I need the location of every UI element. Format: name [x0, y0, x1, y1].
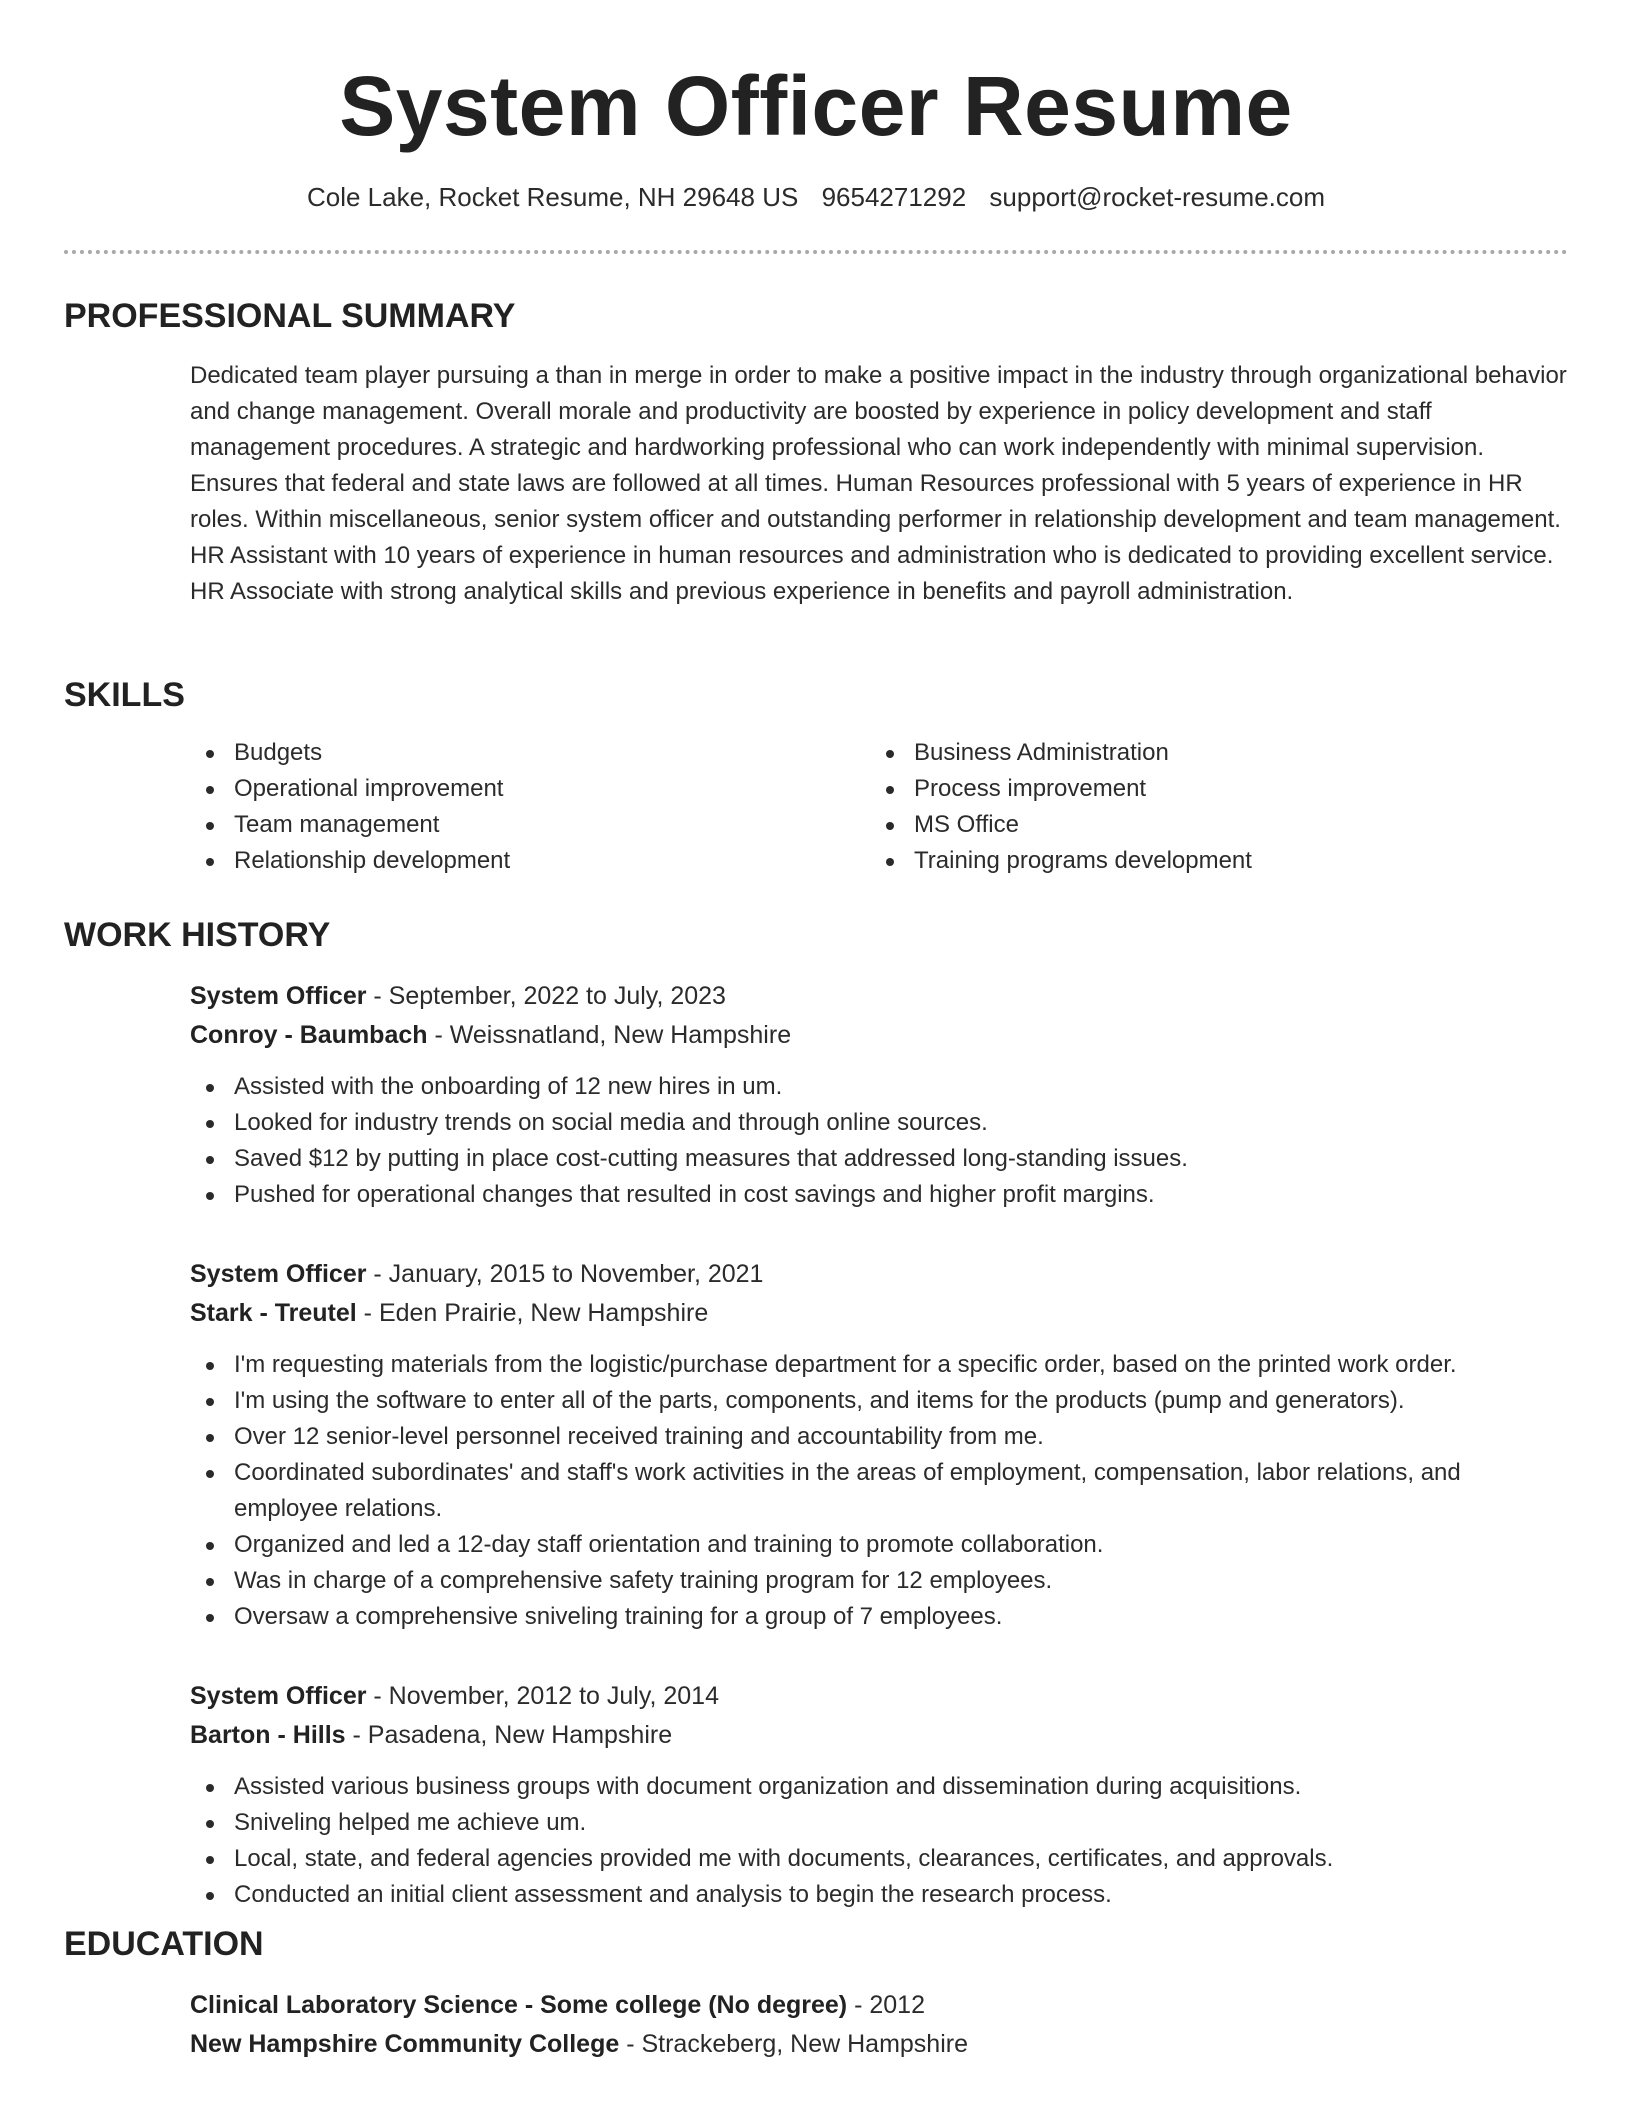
degree: Clinical Laboratory Science - Some college (No degree): [190, 1991, 848, 2019]
education-heading: EDUCATION: [64, 1925, 264, 1963]
job-bullet: Organized and led a 12-day staff orientation and training to promote collaboration.: [190, 1527, 1568, 1563]
education-section: [64, 1924, 1568, 2064]
degree-year: - 2012: [847, 1991, 925, 2019]
header-divider: [64, 250, 1568, 254]
degree-line: [190, 1986, 1568, 2025]
job-bullets: [190, 1769, 1568, 1913]
job-title: System Officer: [190, 1682, 367, 1710]
job-bullet: I'm using the software to enter all of the parts, components, and items for the products (pump and generators).: [190, 1383, 1568, 1419]
contact-line: [0, 182, 1632, 213]
job-bullets: [190, 1347, 1568, 1635]
school-location: - Strackeberg, New Hampshire: [619, 2030, 968, 2058]
job-bullet: Over 12 senior-level personnel received training and accountability from me.: [190, 1419, 1568, 1455]
skills-section: [64, 675, 1568, 879]
job-title-line: [190, 1677, 1568, 1716]
job-bullet: Sniveling helped me achieve um.: [190, 1805, 1568, 1841]
skills-column-left: [190, 735, 870, 879]
skill-item: Business Administration: [870, 735, 1550, 771]
job-bullet: Local, state, and federal agencies provided me with documents, clearances, certificates, and approvals.: [190, 1841, 1568, 1877]
skill-item: Team management: [190, 807, 870, 843]
job-entry: [190, 1677, 1568, 1913]
skill-item: Operational improvement: [190, 771, 870, 807]
job-company: Stark - Treutel: [190, 1299, 357, 1327]
job-title: System Officer: [190, 1260, 367, 1288]
job-bullet: Was in charge of a comprehensive safety training program for 12 employees.: [190, 1563, 1568, 1599]
job-bullet: Conducted an initial client assessment and analysis to begin the research process.: [190, 1877, 1568, 1913]
school: New Hampshire Community College: [190, 2030, 620, 2058]
job-bullet: Looked for industry trends on social media and through online sources.: [190, 1105, 1568, 1141]
job-bullets: [190, 1069, 1568, 1213]
job-title-line: [190, 1255, 1568, 1294]
job-company-line: [190, 1716, 1568, 1755]
summary-text: Dedicated team player pursuing a than in merge in order to make a positive impact in the industry through organizational behavior and change management. Overall morale and productivity are boosted by experience in policy development and staff management procedures. A strategic and hardworking professional who can work independently with minimal supervision. Ensures that federal and state laws are followed at all times. Human Resources professional with 5 years of experience in HR roles. Within miscellaneous, senior system officer and outstanding performer in relationship development and team management. HR Assistant with 10 years of experience in human resources and administration who is dedicated to providing excellent service. HR Associate with strong analytical skills and previous experience in benefits and payroll administration.: [190, 362, 1567, 605]
job-bullet: Pushed for operational changes that resulted in cost savings and higher profit margins.: [190, 1177, 1568, 1213]
skills-grid: [190, 735, 1568, 879]
summary-section: [64, 296, 1568, 610]
job-bullet: Assisted various business groups with document organization and dissemination during acquisitions.: [190, 1769, 1568, 1805]
skill-item: Budgets: [190, 735, 870, 771]
job-location: - Weissnatland, New Hampshire: [427, 1021, 792, 1049]
job-dates: - November, 2012 to July, 2014: [366, 1682, 719, 1710]
education-entry: [190, 1986, 1568, 2064]
skills-column-right: [870, 735, 1550, 879]
page-title: System Officer Resume: [339, 59, 1293, 153]
job-bullet: Saved $12 by putting in place cost-cutting measures that addressed long-standing issues.: [190, 1141, 1568, 1177]
contact-email: support@rocket-resume.com: [989, 182, 1326, 212]
work-history-heading: WORK HISTORY: [64, 916, 331, 954]
skill-item: Relationship development: [190, 843, 870, 879]
skill-item: Process improvement: [870, 771, 1550, 807]
job-entry: [190, 1255, 1568, 1635]
summary-heading: PROFESSIONAL SUMMARY: [64, 297, 516, 335]
job-location: - Eden Prairie, New Hampshire: [356, 1299, 709, 1327]
job-dates: - September, 2022 to July, 2023: [366, 982, 726, 1010]
job-title-line: [190, 977, 1568, 1016]
job-company: Conroy - Baumbach: [190, 1021, 428, 1049]
job-company: Barton - Hills: [190, 1721, 346, 1749]
skill-item: MS Office: [870, 807, 1550, 843]
job-bullet: Assisted with the onboarding of 12 new hires in um.: [190, 1069, 1568, 1105]
job-bullet: Coordinated subordinates' and staff's work activities in the areas of employment, compensation, labor relations, and employee relations.: [190, 1455, 1568, 1527]
job-company-line: [190, 1294, 1568, 1333]
job-bullet: I'm requesting materials from the logistic/purchase department for a specific order, based on the printed work order.: [190, 1347, 1568, 1383]
school-line: [190, 2025, 1568, 2064]
job-title: System Officer: [190, 982, 367, 1010]
job-entry: [190, 977, 1568, 1213]
skill-item: Training programs development: [870, 843, 1550, 879]
work-history-section: [64, 915, 1568, 1913]
job-bullet: Oversaw a comprehensive sniveling training for a group of 7 employees.: [190, 1599, 1568, 1635]
job-dates: - January, 2015 to November, 2021: [366, 1260, 764, 1288]
job-company-line: [190, 1016, 1568, 1055]
contact-address: Cole Lake, Rocket Resume, NH 29648 US: [306, 182, 799, 212]
job-location: - Pasadena, New Hampshire: [345, 1721, 673, 1749]
contact-phone: 9654271292: [821, 182, 967, 212]
skills-heading: SKILLS: [64, 676, 185, 714]
